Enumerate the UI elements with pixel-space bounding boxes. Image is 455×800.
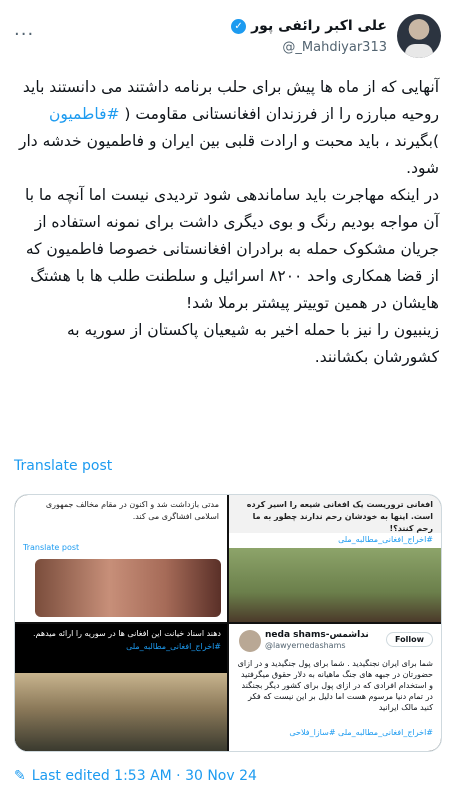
author-name[interactable]: علی اکبر رائفی پور [251, 18, 387, 34]
last-edited-text: Last edited 1:53 AM · 30 Nov 24 [31, 768, 257, 784]
media-2-image [229, 548, 441, 622]
media-1-translate: Translate post [23, 543, 80, 552]
post-header [0, 0, 455, 80]
media-4-hashtag: #اخراج_افغانی_مطالبه_ملی #سازا_فلاحی [289, 728, 433, 737]
media-1-image [35, 559, 221, 617]
media-3-text: دهند اسناد خیانت این افغانی ها در سوریه را ارائه میدهم. [32, 629, 221, 638]
media-1-text: مدتی بازداشت شد و اکنون در مقام مخالف جمهوری اسلامی افشاگری می کند. [45, 500, 219, 521]
media-item-4[interactable] [229, 624, 441, 751]
media-grid[interactable] [14, 494, 442, 752]
post-body [16, 74, 439, 371]
author-name-row[interactable] [231, 18, 387, 34]
edit-history-link[interactable] [14, 768, 257, 784]
media-3-hashtag: #اخراج_افغانی_مطالبه_ملی [126, 642, 221, 651]
media-4-follow-button: Follow [386, 632, 433, 647]
pencil-icon: ✎ [14, 768, 26, 784]
media-4-avatar [239, 630, 261, 652]
translate-post-link[interactable]: Translate post [14, 458, 113, 474]
media-2-caption-band [229, 495, 441, 533]
post-text-1-end: )بگیرند ، باید محبت و ارادت قلبی بین ایران و فاطمیون خدشه دار شود. [19, 132, 439, 177]
media-item-2[interactable] [229, 495, 441, 622]
post-paragraph-2: در اینکه مهاجرت باید ساماندهی شود تردیدی نیست اما آنچه ما با آن مواجه بودیم رنگ و بوی دیگری داشت برای نمونه استفاده از جریان مشکوک حمله به برادران افغانستانی خصوصا فاطمیون که از قضا همکاری واحد ۸۲۰۰ اسرائیل و سلطنت طلب ها با هشتگ هایشان در همین توییتر پیشتر برملا شد! [24, 186, 439, 312]
more-options-icon[interactable]: ··· [14, 24, 35, 45]
hashtag-link[interactable]: #فاطمیون [48, 105, 120, 123]
post-text-1: آنهایی که از ماه ها پیش برای حلب برنامه داشتند می دانستند باید روحیه مبارزه را از فرزندان افغانستانی مقاومت ( [22, 78, 439, 123]
media-4-handle: @lawyernedashams [265, 641, 346, 650]
author-handle[interactable]: @_Mahdiyar313 [282, 40, 387, 55]
media-2-text: افغانی تروریست یک افغانی شیعه را اسیر کرده است. اینها به خودشان رحم ندارند چطور به ما رحم کنند؟! [246, 500, 433, 533]
media-item-1[interactable] [15, 495, 227, 622]
author-avatar[interactable] [397, 14, 441, 58]
media-4-text: شما برای ایران نجنگیدید . شما برای پول جنگیدید و در ازای حضورتان در جبهه های جنگ ماهیانه به دلار حقوق میگرفتید و استخدام افرادی که در ازای پول برای کشور دیگر بجنگند در تمام دنیا مرسوم هست اما دلیل بر این نیست که فکر کنید مالک ایرانید [237, 659, 433, 712]
verified-badge-icon: ✓ [231, 19, 246, 34]
media-4-name: neda shams-نداشمس [265, 630, 369, 640]
post-paragraph-3: زینبیون را نیز با حمله اخیر به شیعیان پاکستان از سوریه به کشورشان بکشانند. [67, 321, 439, 366]
media-2-hashtag: #اخراج_افغانی_مطالبه_ملی [338, 535, 433, 544]
media-item-3[interactable] [15, 624, 227, 751]
post-paragraph-1 [16, 74, 439, 182]
media-3-image [15, 673, 227, 751]
